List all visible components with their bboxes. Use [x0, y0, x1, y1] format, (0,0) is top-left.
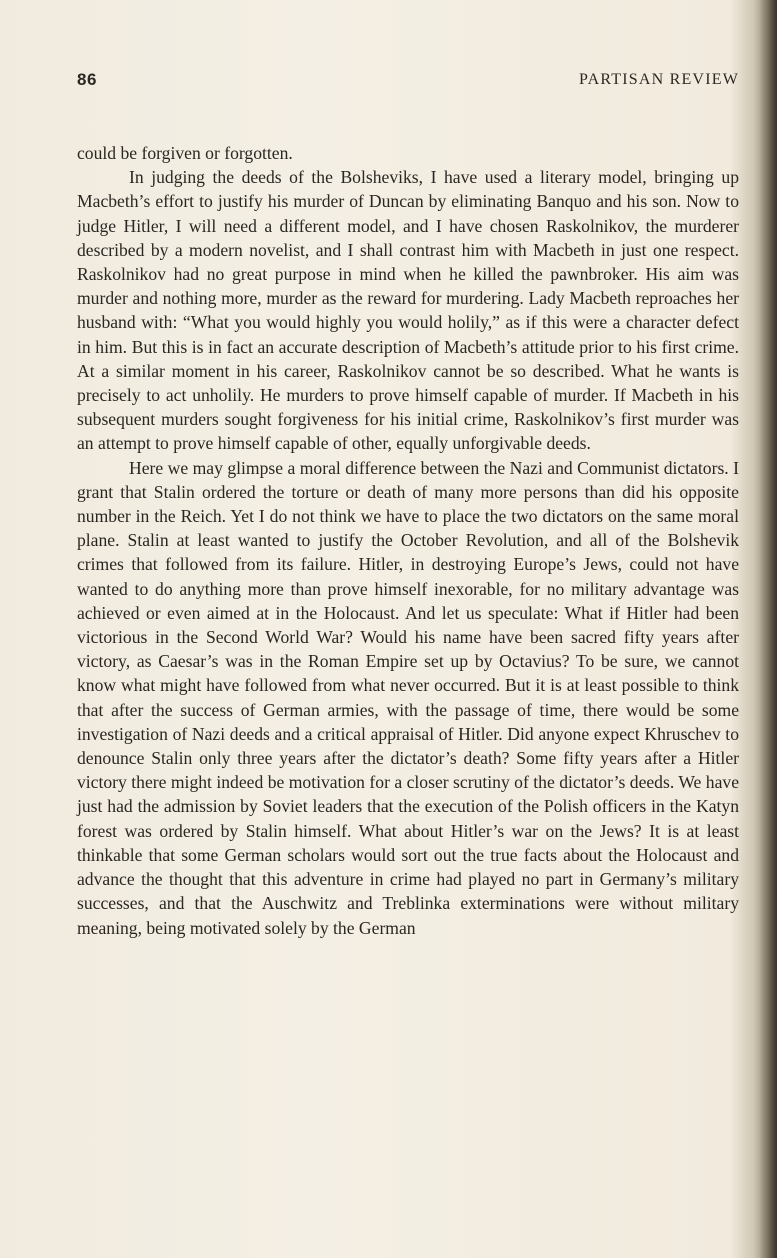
paragraph-moral-difference: Here we may glimpse a moral difference between the Nazi and Communist dictators. I grant that Stalin ordered the torture or death of many more persons than did his opposite number in the Reich. Yet I do not think we have to place the two dictators on the same moral plane. Stalin at least wanted to justify the October Revolution, and all of the Bolshevik crimes that followed from its failure. Hitler, in destroying Europe’s Jews, could not have wanted to do anything more than prove himself inexorable, for no military advantage was achieved or even aimed at in the Holocaust. And let us speculate: What if Hitler had been victorious in the Second World War? Would his name have been sacred fifty years after victory, as Caesar’s was in the Roman Empire set up by Octavius? To be sure, we cannot know what might have followed from what never occurred. But it is at least possible to think that after the success of German armies, with the passage of time, there would be some investigation of Nazi deeds and a critical appraisal of Hitler. Did anyone expect Khruschev to denounce Stalin only three years after the dictator’s death? Some fifty years after a Hitler victory there might indeed be motivation for a closer scrutiny of the dictator’s deeds. We have just had the admission by Soviet leaders that the execution of the Polish officers in the Katyn forest was ordered by Stalin himself. What about Hitler’s war on the Jews? It is at least thinkable that some German scholars would sort out the true facts about the Holocaust and advance the thought that this adventure in crime had played no part in Germany’s military successes, and that the Auschwitz and Treblinka exterminations were without military meaning, being motivated solely by the German	[77, 457, 739, 938]
running-head	[77, 70, 739, 94]
journal-title: PARTISAN REVIEW	[578, 71, 739, 88]
body-text	[77, 141, 739, 940]
page-edge-shadow	[759, 0, 777, 1258]
page-number: 86	[77, 70, 97, 89]
paragraph-literary-model: In judging the deeds of the Bolsheviks, I have used a literary model, bringing up Macbeth’s effort to justify his murder of Duncan by eliminating Banquo and his son. Now to judge Hitler, I will need a different model, and I have chosen Raskolnikov, the murderer described by a modern novelist, and I shall contrast him with Macbeth in just one respect. Raskolnikov had no great purpose in mind when he killed the pawnbroker. His aim was murder and nothing more, murder as the reward for murdering. Lady Macbeth reproaches her husband with: “What you would highly you would holily,” as if this were a character defect in him. But this is in fact an accurate description of Macbeth’s attitude prior to his first crime. At a similar moment in his career, Raskolnikov cannot be so described. What he wants is precisely to act unholily. He murders to prove himself capable of murder. If Macbeth in his subsequent murders sought forgiveness for his initial crime, Raskolnikov’s first murder was an attempt to prove himself capable of other, equally unforgivable deeds.	[77, 167, 739, 454]
paragraph-continuation: could be forgiven or forgotten.	[77, 143, 293, 163]
